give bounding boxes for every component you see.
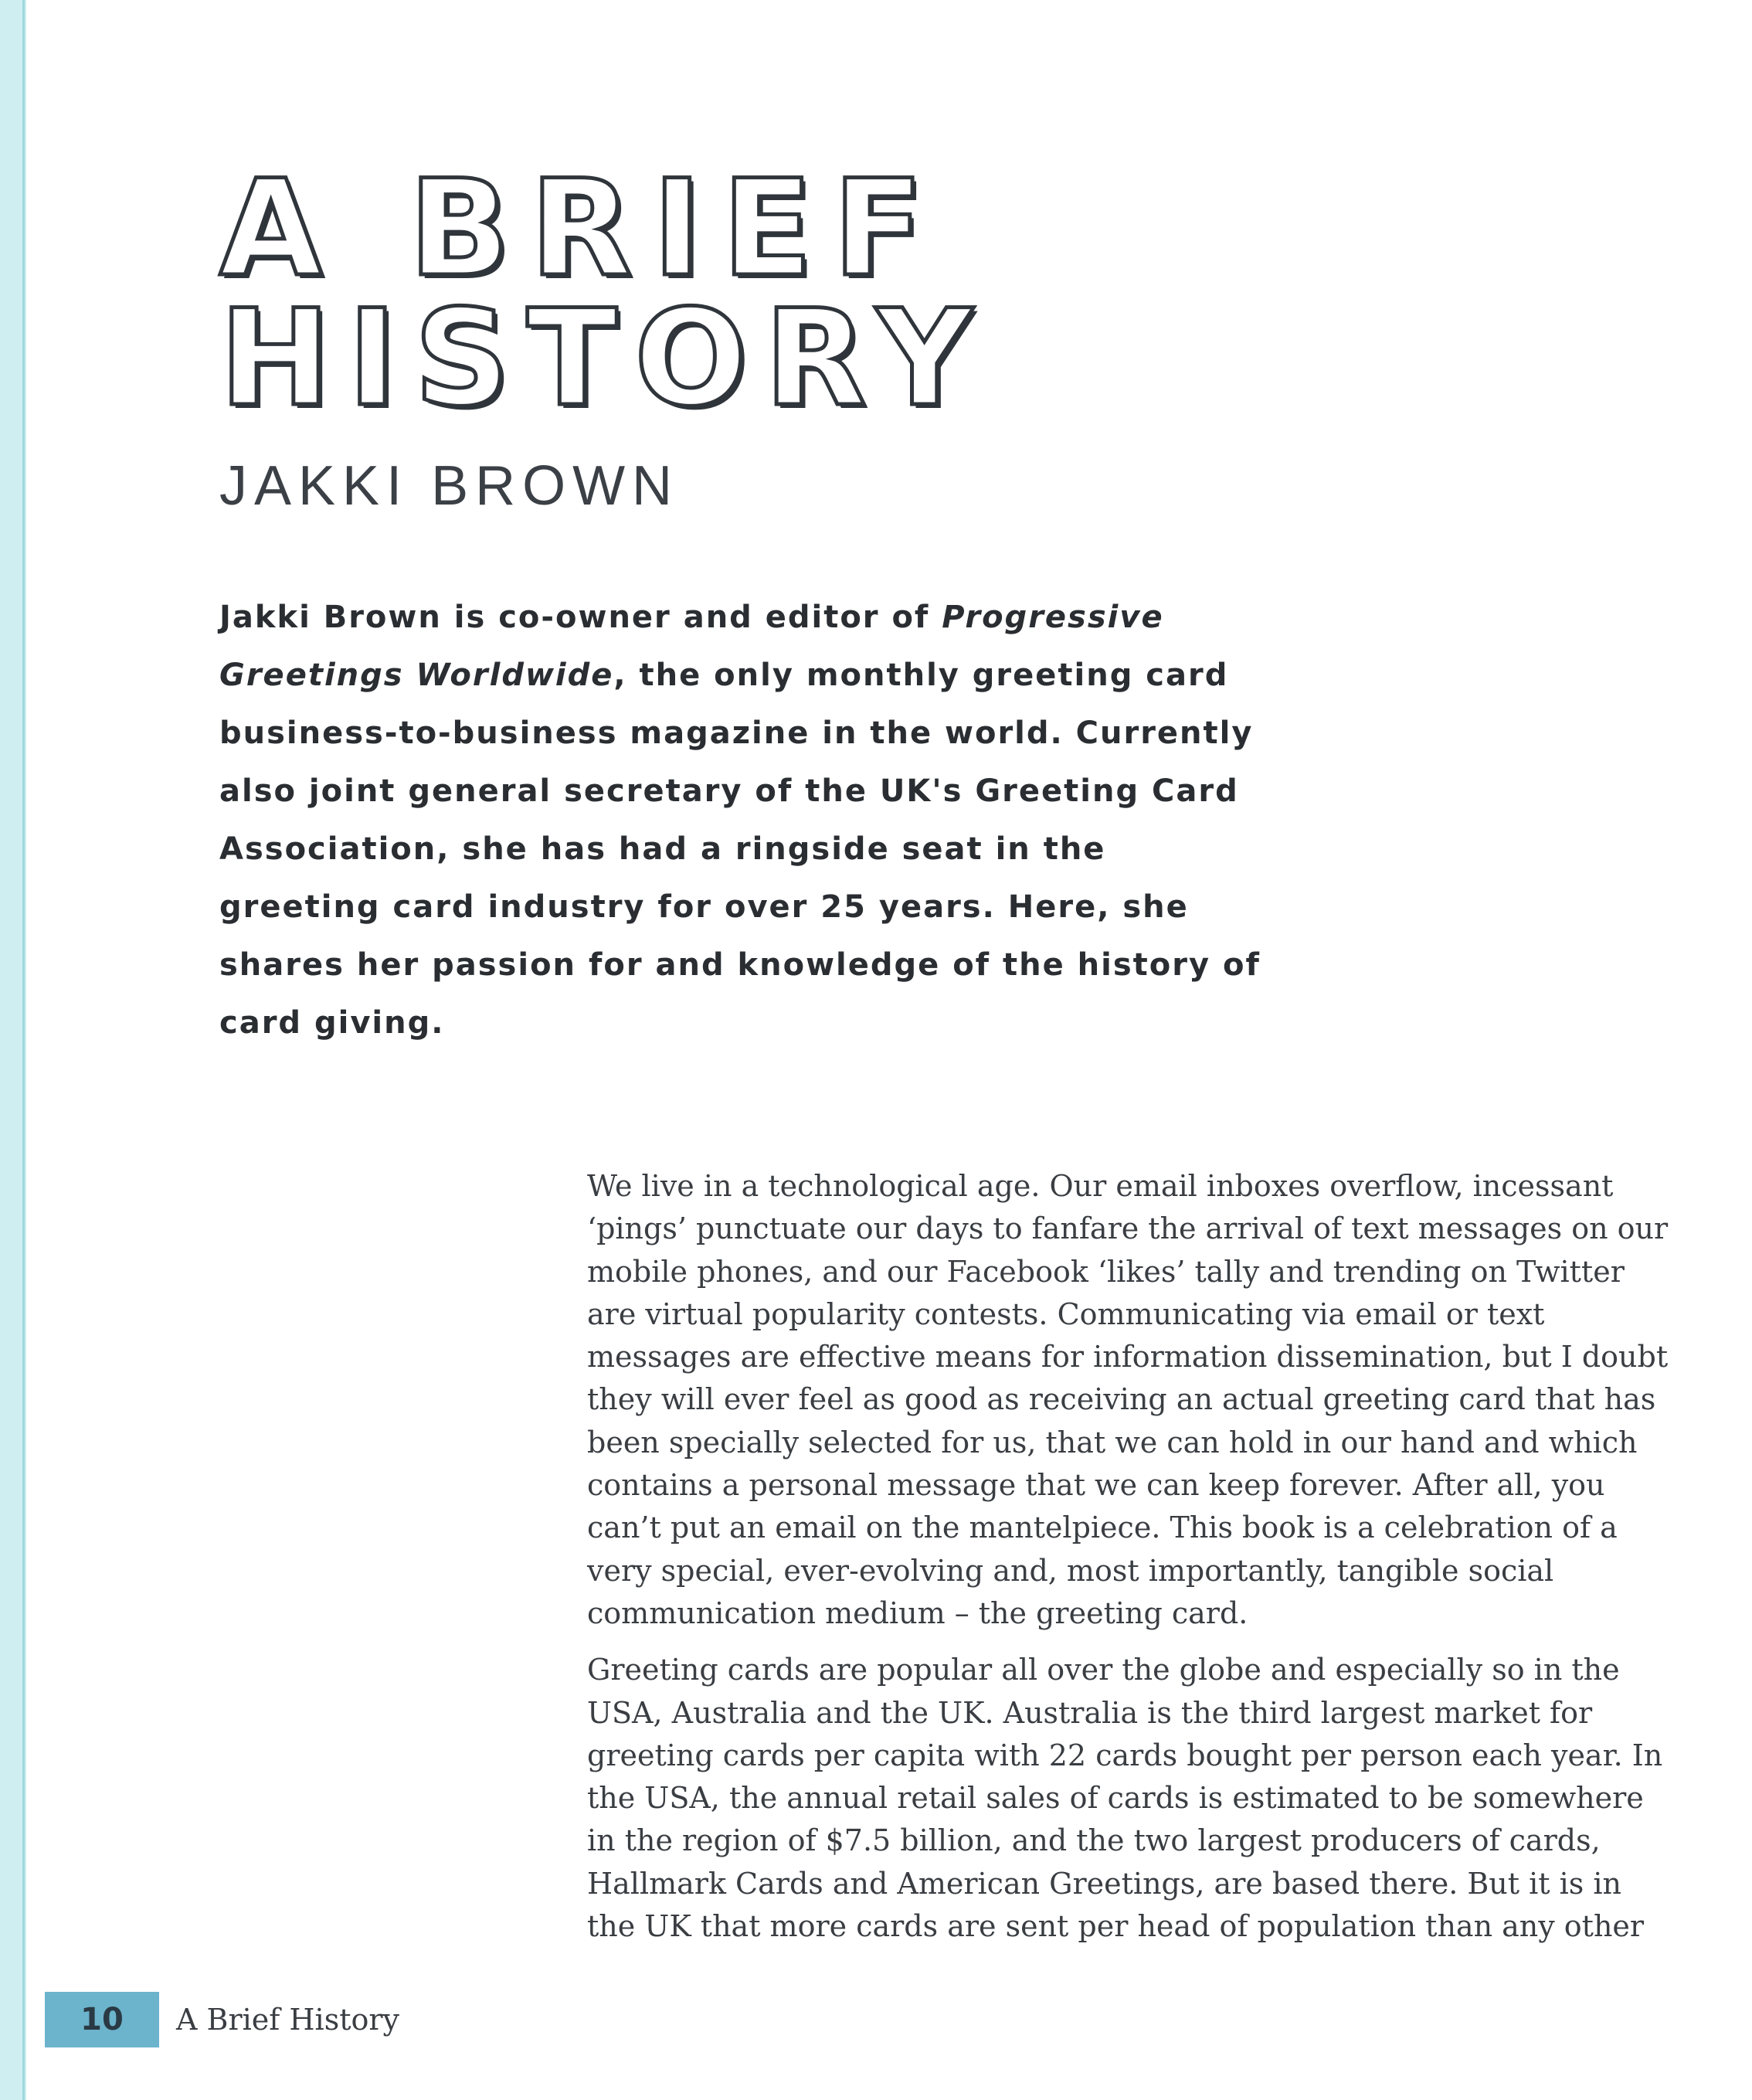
title-line-1: A BRIEF <box>219 151 944 306</box>
article-body <box>587 1165 1669 1962</box>
title-line-2: HISTORY <box>219 280 990 436</box>
magazine-title: Progressive Greetings Worldwide <box>219 600 1164 693</box>
intro-text-end: , the only monthly greeting card business-to-business magazine in the world. Currently also joint general secretary of the UK's Greeting Card Association, she has had a ringside seat in the greeting card industry for over 25 years. Here, she shares her passion for and knowledge of the history of card giving. <box>219 658 1261 1041</box>
body-paragraph-1: We live in a technological age. Our email inboxes overflow, incessant ‘pings’ punctuate our days to fanfare the arrival of text messages on our mobile phones, and our Facebook ‘likes’ tally and trending on Twitter are virtual popularity contests. Communicating via email or text messages are effective means for information dissemination, but I doubt they will ever feel as good as receiving an actual greeting card that has been specially selected for us, that we can hold in our hand and which contains a personal message that we can keep forever. After all, you can’t put an email on the mantelpiece. This book is a celebration of a very special, ever-evolving and, most importantly, tangible social communication medium – the greeting card. <box>587 1169 1669 1630</box>
page-edge-strip <box>0 0 26 2100</box>
body-paragraph-2: Greeting cards are popular all over the globe and especially so in the USA, Australia and the UK. Australia is the third largest market for greeting cards per capita with 22 cards bought per person each year. In the USA, the annual retail sales of cards is estimated to be somewhere in the region of $7.5 billion, and the two largest producers of cards, Hallmark Cards and American Greetings, are based there. But it is in the UK that more cards are sent per head of population than any other <box>587 1653 1663 1944</box>
author-intro <box>219 589 1270 1052</box>
page-number: 10 <box>45 1992 159 2047</box>
intro-text-start: Jakki Brown is co-owner and editor of <box>219 600 942 635</box>
page-title <box>219 151 990 436</box>
page-footer <box>45 1992 399 2047</box>
running-head: A Brief History <box>176 2003 399 2037</box>
author-name: JAKKI BROWN <box>219 455 680 517</box>
